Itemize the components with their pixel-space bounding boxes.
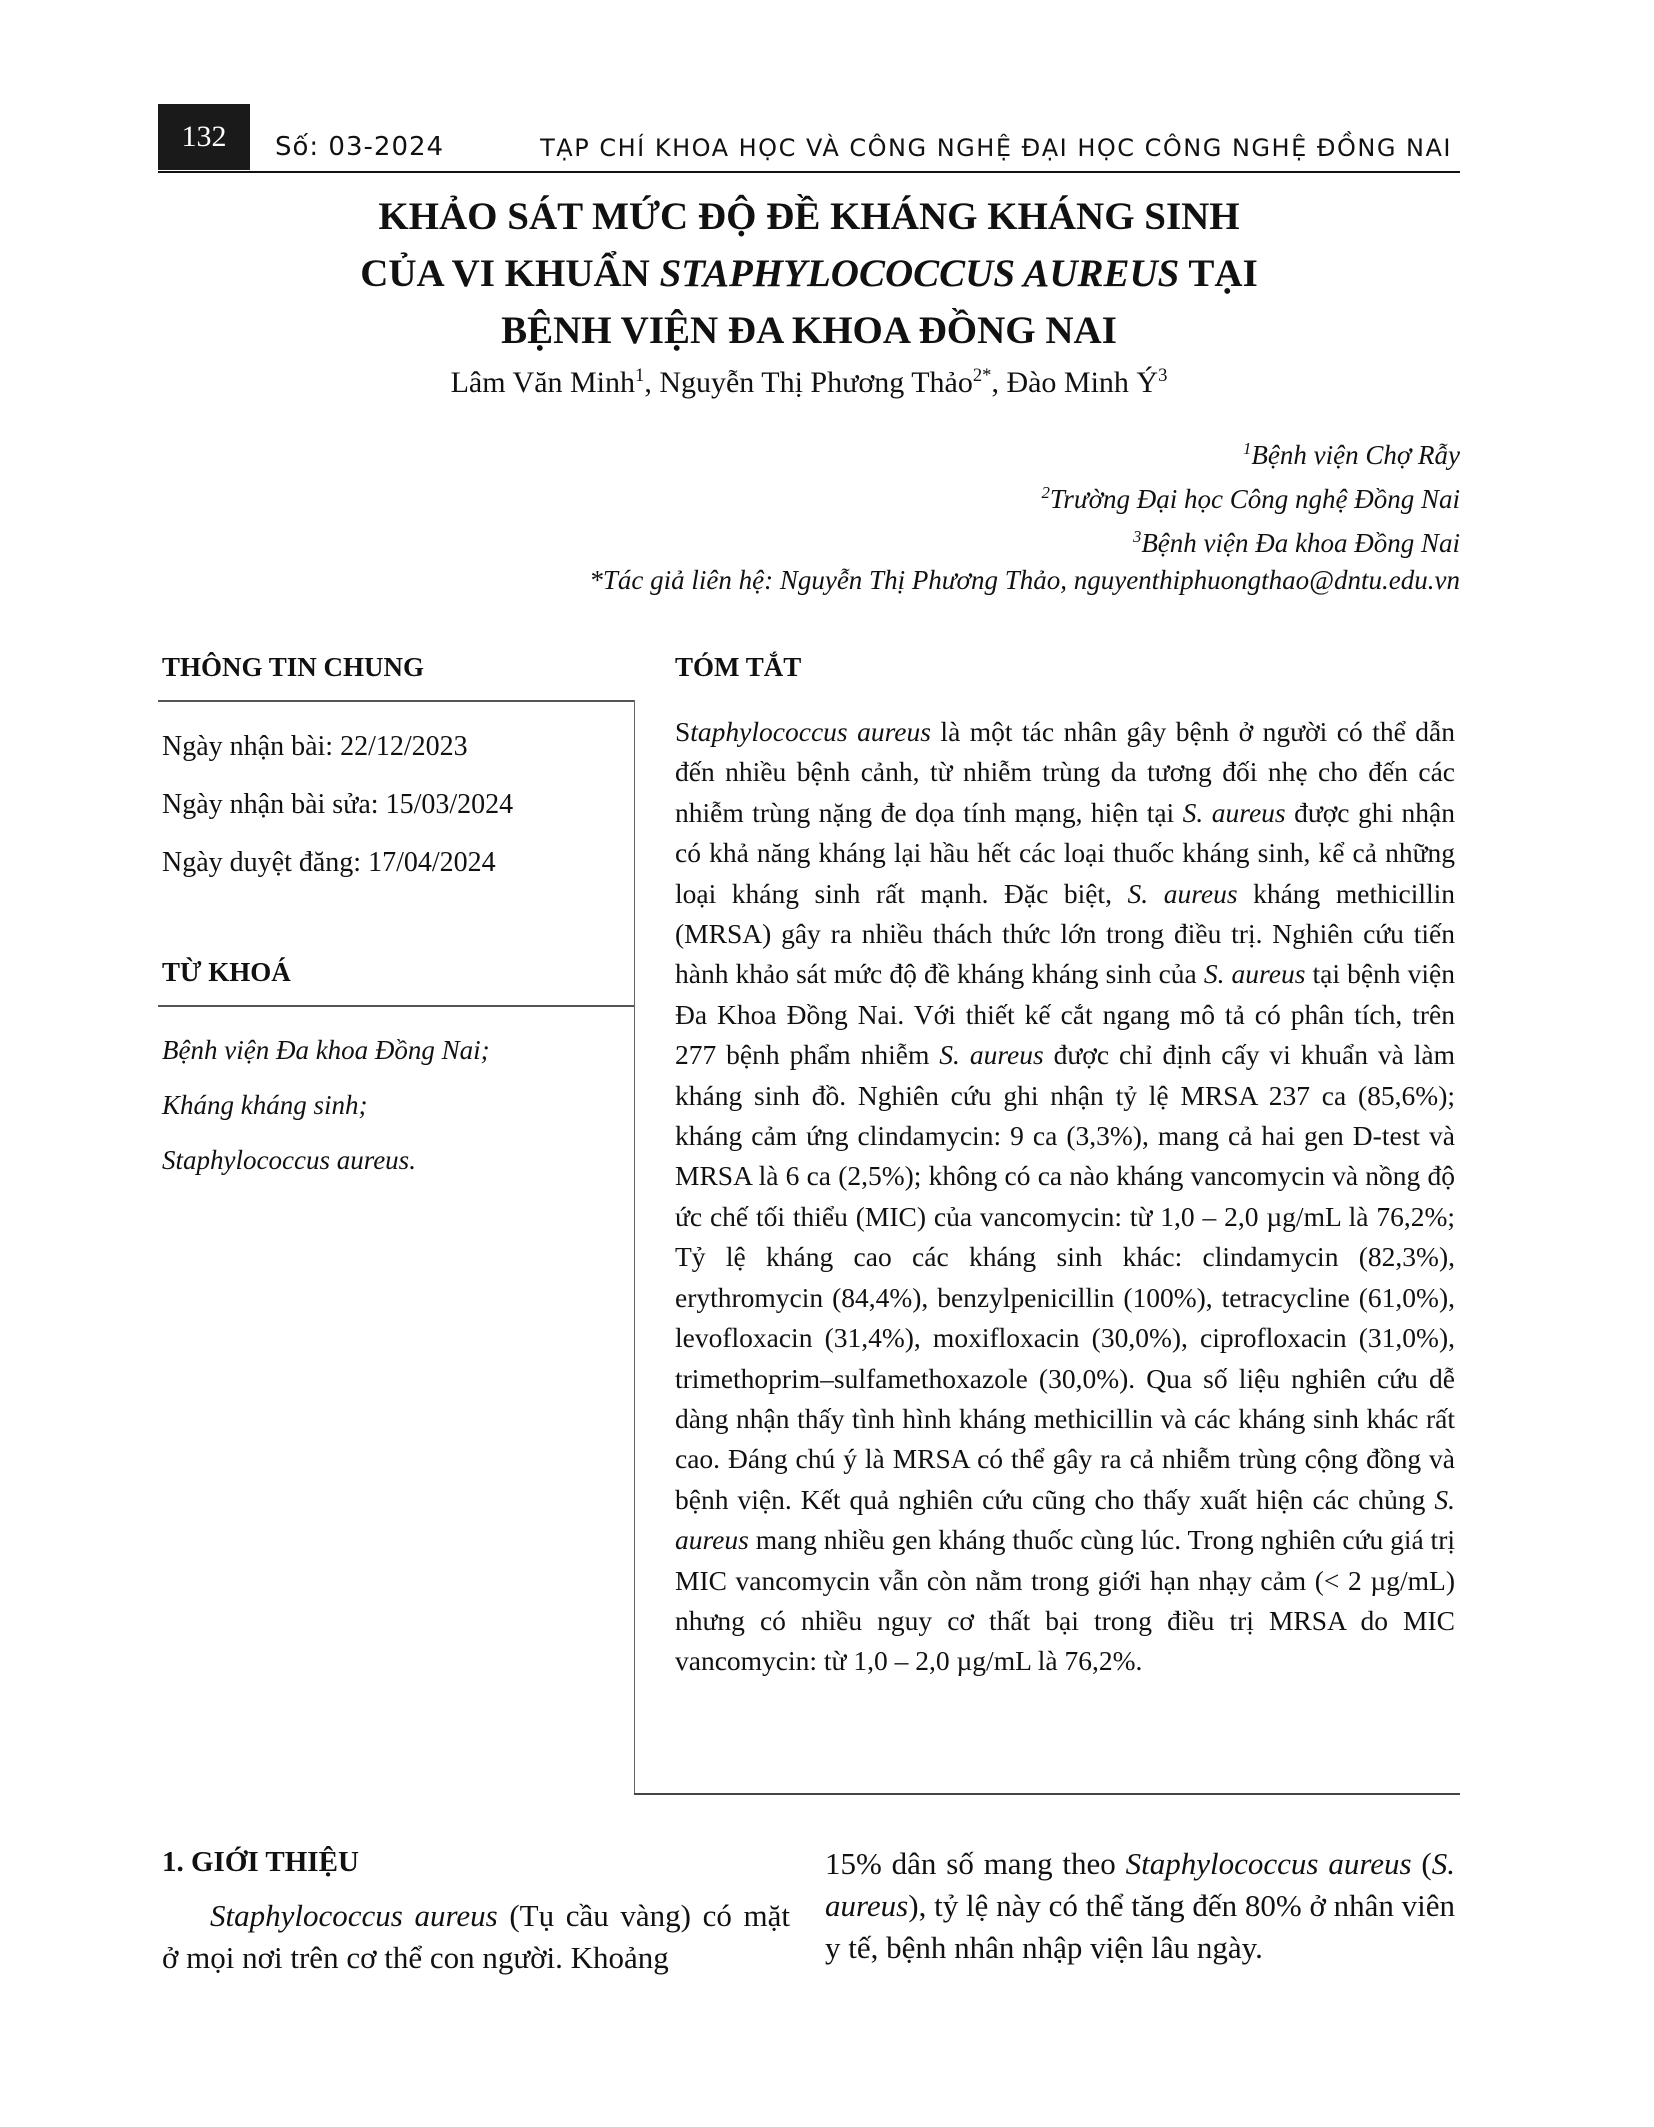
intro-p2-abbrev: S. aureus xyxy=(825,1846,1456,1923)
article-dates xyxy=(162,718,513,892)
header-rule xyxy=(158,171,1460,173)
abstract-text xyxy=(675,712,1455,1682)
affiliation-1 xyxy=(589,430,1460,474)
author-sep-1: , xyxy=(644,366,660,399)
affiliation-2-text: Trường Đại học Công nghệ Đồng Nai xyxy=(1049,484,1460,514)
abstract-seg-3: S. aureus xyxy=(1182,796,1286,828)
keyword-2: Kháng kháng sinh; xyxy=(162,1090,368,1120)
abstract-seg-5: S. aureus xyxy=(1127,877,1238,909)
affiliation-3-sup: 3 xyxy=(1132,527,1142,546)
affiliations xyxy=(589,430,1460,599)
intro-heading: 1. GIỚI THIỆU xyxy=(162,1846,359,1878)
abstract-seg-2: là một tác nhân gây bệnh ở người có thể dẫn đến nhiều bệnh cảnh, từ nhiễm trùng da tương đối nhẹ cho đến các nhiễm trùng nặng đe dọa tính mạng, hiện tại xyxy=(675,716,1455,828)
abstract-seg-0: S xyxy=(675,716,691,747)
intro-p2-seg-3: ), tỷ lệ này có thể tăng đến 80% ở nhân viên y tế, bệnh nhân nhập viện lâu ngày. xyxy=(825,1888,1455,1965)
intro-p2-seg-2: ( xyxy=(1411,1846,1432,1881)
corresponding-author: *Tác giả liên hệ: Nguyễn Thị Phương Thảo, nguyenthiphuongthao@dntu.edu.vn xyxy=(589,565,1460,595)
intro-p1-text: (Tụ cầu vàng) có mặt ở mọi nơi trên cơ thể con người. Khoảng xyxy=(162,1898,790,1975)
intro-p1-species: Staphylococcus aureus xyxy=(210,1898,498,1933)
keyword-3: Staphylococcus aureus. xyxy=(162,1145,416,1175)
affiliation-1-sup: 1 xyxy=(1243,439,1252,458)
affiliation-3 xyxy=(589,518,1460,562)
keyword-1: Bệnh viện Đa khoa Đồng Nai; xyxy=(162,1035,490,1065)
paper-title xyxy=(158,188,1460,359)
info-heading: THÔNG TIN CHUNG xyxy=(162,652,425,682)
keyword-list xyxy=(162,1023,490,1188)
intro-p2-seg-1: 15% dân số mang theo xyxy=(825,1846,1126,1881)
author-3-sup: 3 xyxy=(1158,365,1168,386)
title-line-1: KHẢO SÁT MỨC ĐỘ ĐỀ KHÁNG KHÁNG SINH xyxy=(378,195,1240,238)
abstract-heading: TÓM TẮT xyxy=(675,652,802,682)
abstract-divider xyxy=(634,700,635,1795)
accepted-date: Ngày duyệt đăng: 17/04/2024 xyxy=(162,847,496,878)
abstract-seg-6: kháng methicillin (MRSA) gây ra nhiều thách thức lớn trong điều trị. Nghiên cứu tiến hành khảo sát mức độ đề kháng kháng sinh của xyxy=(675,877,1456,990)
abstract-seg-11: S. aureus xyxy=(675,1483,1455,1556)
author-2: Nguyễn Thị Phương Thảo xyxy=(659,366,973,399)
title-line-2 xyxy=(158,245,1460,302)
title-line-3: BỆNH VIỆN ĐA KHOA ĐỒNG NAI xyxy=(501,309,1117,352)
abstract-seg-4: được ghi nhận có khả năng kháng lại hầu hết các loại thuốc kháng sinh, kể cả những loại kháng sinh rất mạnh. Đặc biệt, xyxy=(675,796,1456,909)
abstract-bottom-rule xyxy=(634,1793,1460,1795)
author-2-sup: 2* xyxy=(972,365,992,386)
affiliation-1-text: Bệnh viện Chợ Rẫy xyxy=(1251,440,1460,470)
intro-paragraph-2 xyxy=(825,1843,1455,1969)
journal-name: TẠP CHÍ KHOA HỌC VÀ CÔNG NGHỆ ĐẠI HỌC CÔNG NGHỆ ĐỒNG NAI xyxy=(540,134,1452,162)
title-line-2-pre: CỦA VI KHUẨN xyxy=(360,252,660,295)
title-line-2-post: TẠI xyxy=(1179,252,1258,295)
abstract-seg-7: S. aureus xyxy=(1203,958,1306,990)
author-1-sup: 1 xyxy=(635,365,645,386)
page-number: 132 xyxy=(158,104,250,170)
abstract-seg-1: taphylococcus aureus xyxy=(690,716,931,747)
title-species: STAPHYLOCOCCUS AUREUS xyxy=(659,252,1180,295)
author-1: Lâm Văn Minh xyxy=(450,366,636,399)
keywords-rule xyxy=(158,1005,635,1007)
abstract-seg-9: S. aureus xyxy=(939,1039,1044,1071)
abstract-seg-12: mang nhiều gen kháng thuốc cùng lúc. Trong nghiên cứu giá trị MIC vancomycin vẫn còn nằm trong giới hạn nhạy cảm (< 2 µg/mL) nhưng có nhiều nguy cơ thất bại trong điều trị MRSA do MIC vancomycin: từ 1,0 – 2,0 µg/mL là 76,2%. xyxy=(675,1524,1455,1677)
info-rule xyxy=(158,700,635,702)
author-3: Đào Minh Ý xyxy=(1006,366,1159,399)
abstract-seg-8: tại bệnh viện Đa Khoa Đồng Nai. Với thiết kế cắt ngang mô tả có phân tích, trên 277 bệnh phẩm nhiễm xyxy=(675,958,1455,1071)
author-list xyxy=(158,365,1460,400)
affiliation-3-text: Bệnh viện Đa khoa Đồng Nai xyxy=(1141,528,1460,558)
received-date: Ngày nhận bài: 22/12/2023 xyxy=(162,731,468,762)
intro-p2-species: Staphylococcus aureus xyxy=(1125,1846,1412,1881)
revised-date: Ngày nhận bài sửa: 15/03/2024 xyxy=(162,789,514,820)
author-sep-2: , xyxy=(991,366,1007,399)
affiliation-2 xyxy=(589,474,1460,518)
issue-label: Số: 03-2024 xyxy=(275,132,445,162)
keywords-heading: TỪ KHOÁ xyxy=(162,957,291,987)
intro-paragraph-1 xyxy=(162,1895,790,1979)
affiliation-2-sup: 2 xyxy=(1041,483,1050,502)
abstract-seg-10: được chỉ định cấy vi khuẩn và làm kháng sinh đồ. Nghiên cứu ghi nhận tỷ lệ MRSA 237 ca (85,6%); kháng cảm ứng clindamycin: 9 ca (3,3%), mang cả hai gen D-test và MRSA là 6 ca (2,5%); không có ca nào kháng vancomycin và nồng độ ức chế tối thiểu (MIC) của vancomycin: từ 1,0 – 2,0 µg/mL là 76,2%; Tỷ lệ kháng cao các kháng sinh khác: clindamycin (82,3%), erythromycin (84,4%), benzylpenicillin (100%), tetracycline (61,0%), levofloxacin (31,4%), moxifloxacin (30,0%), ciprofloxacin (31,0%), trimethoprim–sulfamethoxazole (30,0%). Qua số liệu nghiên cứu dễ dàng nhận thấy tình hình kháng methicillin và các kháng sinh khác rất cao. Đáng chú ý là MRSA có thể gây ra cả nhiễm trùng cộng đồng và bệnh viện. Kết quả nghiên cứu cũng cho thấy xuất hiện các chủng xyxy=(675,1039,1455,1515)
